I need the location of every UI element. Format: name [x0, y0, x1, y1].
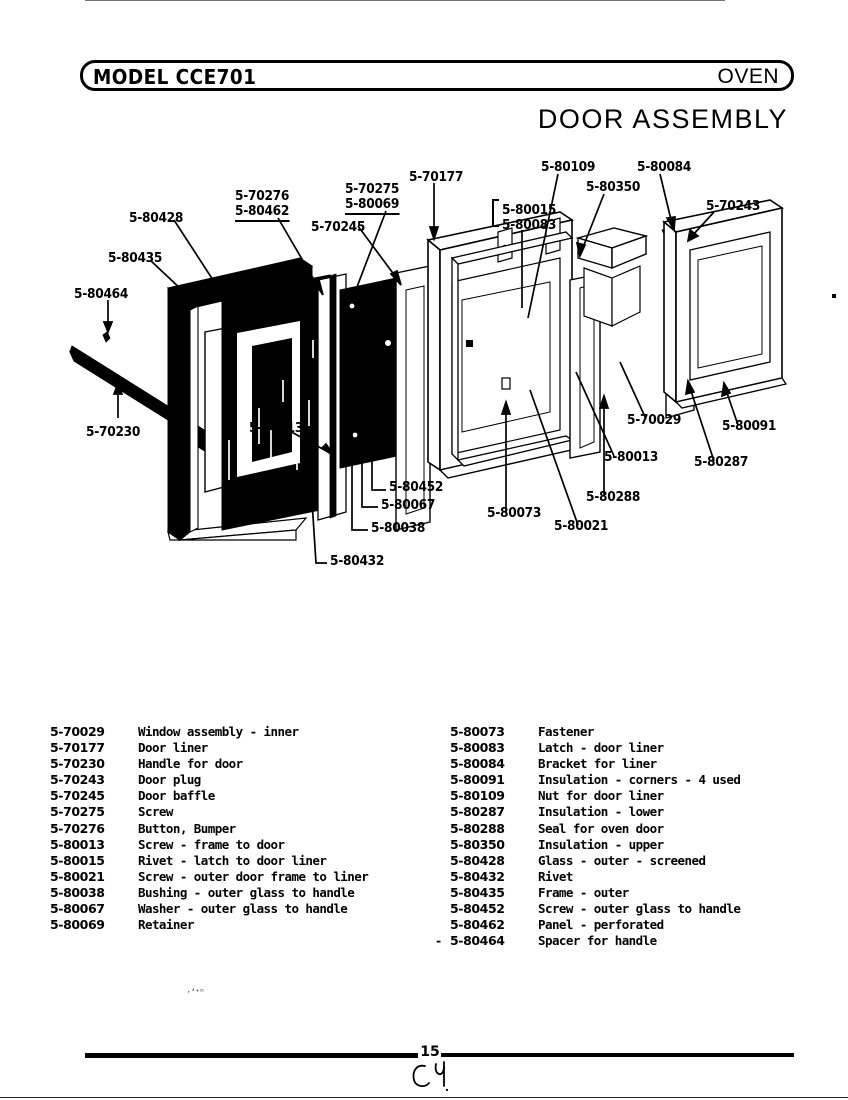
part-number: 5-70029 [50, 724, 105, 739]
part-number: 5-80015 [50, 852, 105, 868]
parts-list-row [50, 901, 368, 917]
callout-5-80069: 5-80069 [345, 197, 399, 215]
part-outer-glass [222, 275, 330, 530]
part-number: 5-80091 [450, 772, 505, 788]
part-number: 5-80432 [450, 868, 505, 884]
part-number: 5-80288 [450, 820, 505, 836]
parts-list-row [450, 869, 740, 885]
part-number: 5-80021 [50, 868, 105, 884]
part-description: Nut for door liner [538, 788, 664, 804]
part-description: Door liner [138, 740, 208, 756]
section-label: OVEN [717, 65, 779, 88]
callout-5-80287: 5-80287 [694, 455, 749, 470]
callout-5-80013-right: 5-80013 [604, 450, 659, 465]
part-description: Screw - outer glass to handle [538, 901, 741, 917]
parts-list-row [50, 837, 368, 853]
parts-list-row [450, 853, 740, 869]
parts-list-row [436, 933, 740, 949]
callout-5-80038: 5-80038 [371, 521, 426, 536]
part-number: 5-70276 [50, 820, 105, 836]
part-number: 5-80067 [50, 901, 105, 917]
part-description: Window assembly - inner [138, 724, 299, 739]
parts-list-left-column [50, 724, 368, 933]
parts-list-row [50, 917, 368, 933]
part-number: 5-80109 [450, 788, 505, 804]
callout-5-70275: 5-70275 [345, 182, 400, 197]
exploded-diagram [0, 140, 848, 590]
callout-5-70276: 5-70276 [235, 189, 290, 204]
part-door-plug-frame [664, 200, 786, 408]
part-description: Glass - outer - screened [538, 852, 706, 868]
callout-5-80452: 5-80452 [389, 480, 444, 495]
parts-list-row [450, 724, 740, 740]
part-description: Rivet [538, 868, 573, 884]
assembly-title: DOOR ASSEMBLY [537, 104, 788, 134]
part-description: Door baffle [138, 788, 215, 804]
part-description: Screw - outer door frame to liner [138, 868, 369, 884]
callout-5-80021: 5-80021 [554, 519, 609, 534]
part-description: Insulation - upper [538, 836, 664, 852]
parts-list-row [50, 804, 368, 820]
callout-5-80083: 5-80083 [502, 218, 557, 233]
part-description: Fastener [538, 724, 594, 739]
part-number: 5-70177 [50, 740, 105, 756]
parts-list-row [450, 885, 740, 901]
scan-artifact-bottom-line [0, 1097, 848, 1098]
callout-5-70029: 5-70029 [627, 413, 682, 428]
callout-5-80015: 5-80015 [502, 203, 557, 218]
callout-5-80084: 5-80084 [637, 160, 692, 175]
part-description: Frame - outer [538, 884, 629, 900]
part-description: Panel - perforated [538, 917, 664, 933]
parts-list-row [50, 869, 368, 885]
part-number: 5-80073 [450, 724, 505, 739]
callout-5-80435: 5-80435 [108, 251, 163, 266]
callout-5-80067: 5-80067 [381, 498, 436, 513]
callout-5-80350: 5-80350 [586, 180, 641, 195]
part-description: Screw [138, 804, 173, 820]
part-description: Retainer [138, 917, 194, 933]
parts-list-right-column [436, 724, 741, 949]
parts-list-row [50, 724, 368, 740]
parts-list-row [50, 788, 368, 804]
part-number: 5-70275 [50, 804, 105, 820]
part-description: Insulation - corners - 4 used [538, 772, 741, 788]
scan-smudge: ·ʼ⁺ⁿ [186, 988, 204, 993]
model-label: MODEL CCE701 [93, 65, 257, 89]
parts-list-row [450, 788, 740, 804]
part-number: 5-80038 [50, 884, 105, 900]
callout-5-80432: 5-80432 [330, 554, 385, 569]
footer-rule-right [441, 1053, 794, 1057]
footer-rule-left [85, 1053, 418, 1058]
callout-5-80464: 5-80464 [74, 287, 129, 302]
page-number: 15 [420, 1044, 440, 1060]
callout-5-70243: 5-70243 [706, 199, 761, 214]
part-spacer [103, 332, 110, 342]
parts-list-row [50, 821, 368, 837]
part-number: 5-80428 [450, 852, 505, 868]
parts-list-row [450, 837, 740, 853]
parts-list-row [50, 885, 368, 901]
callout-5-70230: 5-70230 [86, 425, 141, 440]
callout-5-80091: 5-80091 [722, 419, 777, 434]
part-number: 5-80462 [450, 917, 505, 933]
part-description: Screw - frame to door [138, 836, 285, 852]
callout-5-80428: 5-80428 [129, 211, 184, 226]
handwritten-mark [400, 1056, 470, 1096]
callout-5-80109: 5-80109 [541, 160, 596, 175]
parts-list-row [450, 756, 740, 772]
callout-5-80073: 5-80073 [487, 506, 542, 521]
parts-list-row [50, 772, 368, 788]
parts-list-row [50, 756, 368, 772]
part-number: 5-80287 [450, 804, 505, 820]
callout-5-80013-left: 5-80013 [249, 421, 304, 436]
part-number: 5-80452 [450, 901, 505, 917]
parts-list-row [450, 740, 740, 756]
part-description: Handle for door [138, 756, 243, 772]
callout-5-80288: 5-80288 [586, 490, 641, 505]
callout-5-70245: 5-70245 [311, 220, 366, 235]
parts-list-row [450, 804, 740, 820]
part-description: Door plug [138, 772, 201, 788]
scan-artifact-top-line [85, 0, 725, 1]
part-description: Button, Bumper [138, 820, 236, 836]
part-number: 5-70243 [50, 772, 105, 788]
part-description: Insulation - lower [538, 804, 664, 820]
part-description: Bracket for liner [538, 756, 657, 772]
title-bar [80, 60, 794, 91]
parts-list-row [450, 901, 740, 917]
parts-list-row-dash: - [436, 933, 442, 949]
callout-5-70177: 5-70177 [409, 170, 464, 185]
part-number: 5-80013 [50, 836, 105, 852]
part-insulation-upper [578, 228, 646, 326]
part-number: 5-80435 [450, 884, 505, 900]
parts-list-row [450, 772, 740, 788]
part-number: 5-80069 [50, 917, 105, 933]
part-number: 5-80464 [450, 933, 505, 949]
part-number: 5-80083 [450, 740, 505, 756]
part-number: 5-80084 [450, 756, 505, 772]
part-description: Spacer for handle [538, 933, 657, 949]
callout-5-80462: 5-80462 [235, 204, 289, 222]
part-description: Seal for oven door [538, 820, 664, 836]
part-description: Latch - door liner [538, 740, 664, 756]
parts-list-row [50, 740, 368, 756]
part-number: 5-70230 [50, 756, 105, 772]
part-number: 5-70245 [50, 788, 105, 804]
part-number: 5-80350 [450, 836, 505, 852]
parts-list-row [50, 853, 368, 869]
parts-list-row [450, 917, 740, 933]
part-description: Rivet - latch to door liner [138, 852, 327, 868]
parts-list-row [450, 821, 740, 837]
part-description: Bushing - outer glass to handle [138, 884, 355, 900]
part-description: Washer - outer glass to handle [138, 901, 348, 917]
